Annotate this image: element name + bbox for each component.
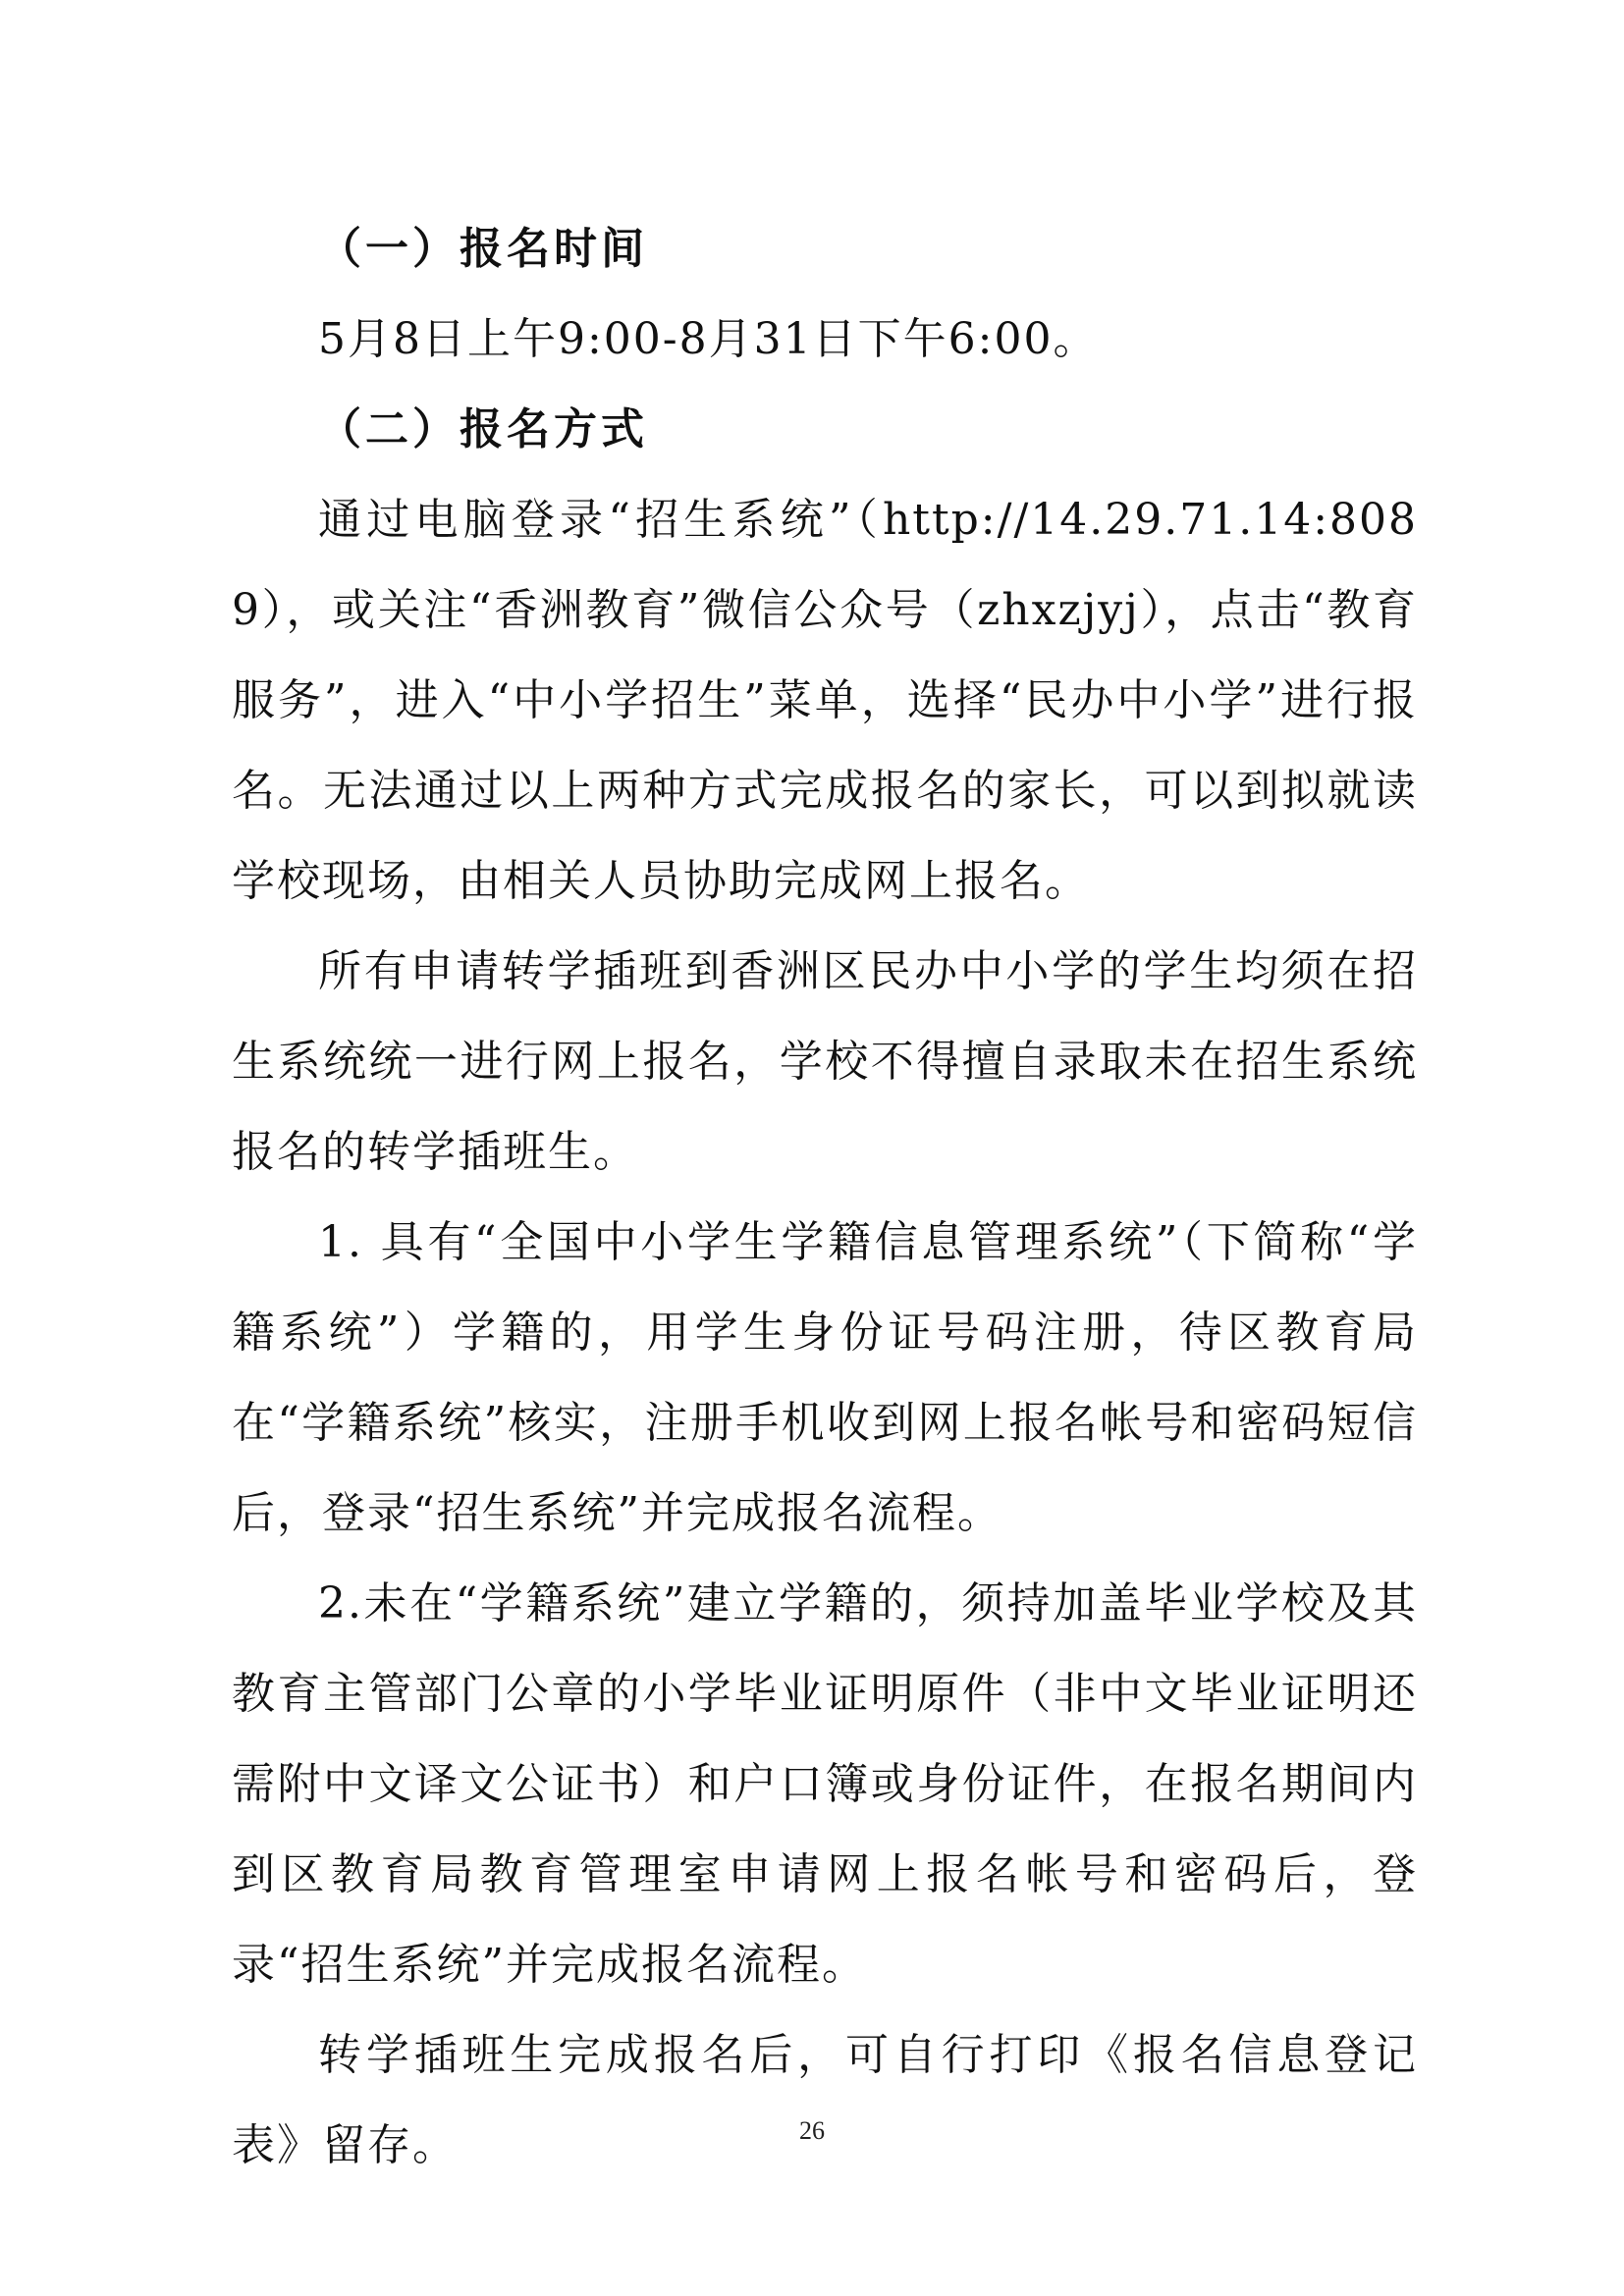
page-number: 26: [799, 2116, 825, 2145]
paragraph-item-2-without-registry: 2.未在“学籍系统”建立学籍的，须持加盖毕业学校及其教育主管部门公章的小学毕业证明原件（非中文毕业证明还需附中文译文公证书）和户口簿或身份证件，在报名期间内到区教育局教育管理室申请网上报名帐号和密码后，登录“招生系统”并完成报名流程。: [232, 1578, 1418, 1990]
document-body: [232, 204, 1418, 2191]
registration-time-text: 5月8日上午9:00-8月31日下午6:00。: [318, 314, 1099, 364]
paragraph-item-1-with-registry: 1. 具有“全国中小学生学籍信息管理系统”（下简称“学籍系统”）学籍的，用学生身份证号码注册，待区教育局在“学籍系统”核实，注册手机收到网上报名帐号和密码短信后，登录“招生系统”并完成报名流程。: [232, 1217, 1418, 1538]
paragraph-online-registration: 通过电脑登录“招生系统”（http://14.29.71.14:8089），或关注“香洲教育”微信公众号（zhxzjyj），点击“教育服务”，进入“中小学招生”菜单，选择“民办中小学”进行报名。无法通过以上两种方式完成报名的家长，可以到拟就读学校现场，由相关人员协助完成网上报名。: [232, 495, 1418, 906]
section-heading-registration-time: （一）报名时间: [318, 224, 648, 274]
section-heading-registration-method: （二）报名方式: [318, 404, 648, 454]
paragraph-print-form: 转学插班生完成报名后，可自行打印《报名信息登记表》留存。: [232, 2030, 1418, 2170]
paragraph-transfer-requirement: 所有申请转学插班到香洲区民办中小学的学生均须在招生系统统一进行网上报名，学校不得擅自录取未在招生系统报名的转学插班生。: [232, 946, 1418, 1177]
